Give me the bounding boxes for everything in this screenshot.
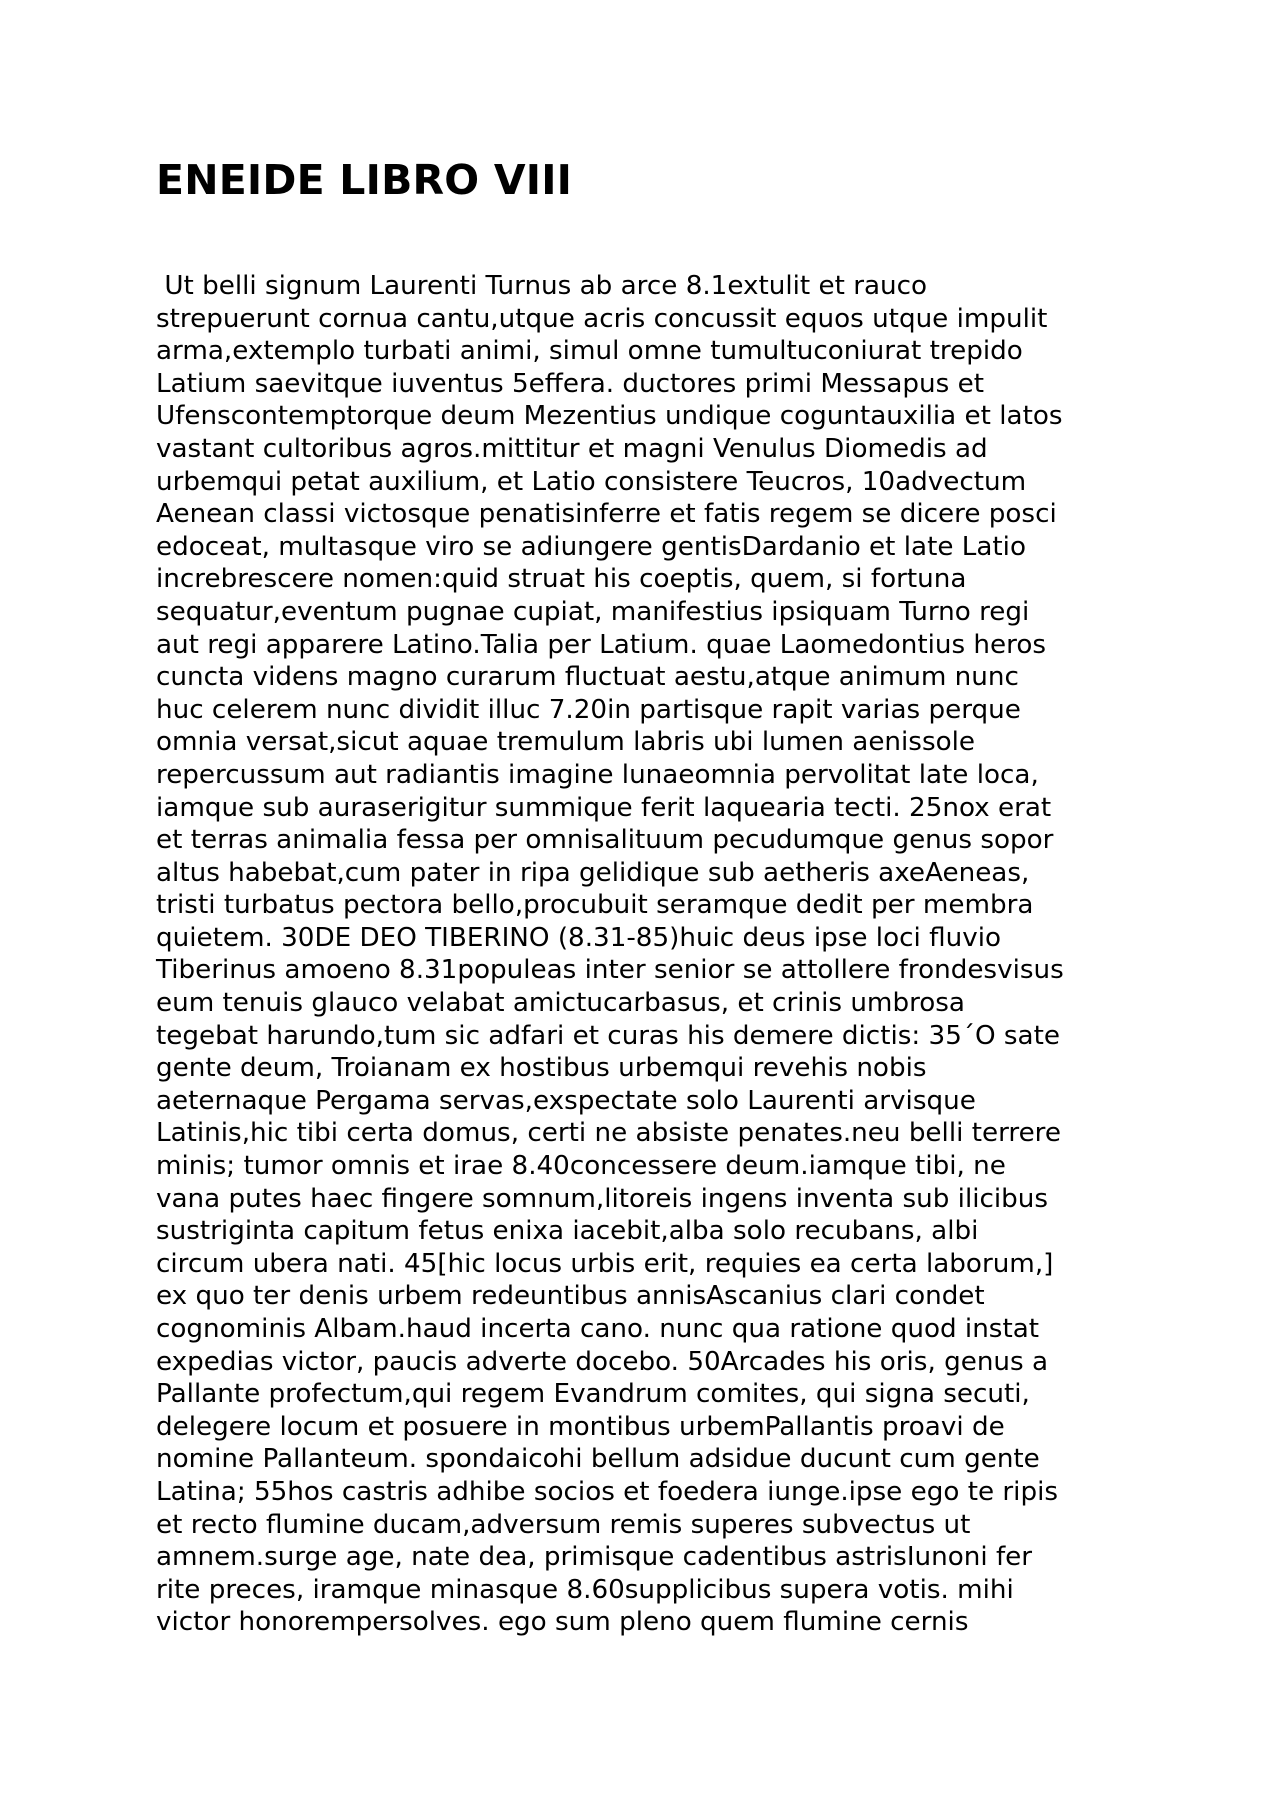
text-line: Latinis,hic tibi certa domus, certi ne absiste penates.neu belli terrere: [156, 1118, 1061, 1149]
text-line: sequatur,eventum pugnae cupiat, manifestius ipsiquam Turno regi: [156, 596, 1030, 627]
text-line: huc celerem nunc dividit illuc 7.20in partisque rapit varias perque: [156, 694, 1021, 725]
text-line: urbemqui petat auxilium, et Latio consistere Teucros, 10advectum: [156, 466, 1027, 497]
text-line: Pallante profectum,qui regem Evandrum comites, qui signa secuti,: [156, 1379, 1030, 1410]
text-line: tegebat harundo,tum sic adfari et curas his demere dictis: 35´O sate: [156, 1020, 1060, 1051]
text-line: eum tenuis glauco velabat amictucarbasus, et crinis umbrosa: [156, 988, 965, 1019]
text-line: aut regi apparere Latino.Talia per Latium. quae Laomedontius heros: [156, 629, 1046, 660]
text-line: gente deum, Troianam ex hostibus urbemqui revehis nobis: [156, 1053, 927, 1084]
text-line: Ut belli signum Laurenti Turnus ab arce 8.1extulit et rauco: [156, 271, 928, 301]
text-line: expedias victor, paucis adverte docebo. 50Arcades his oris, genus a: [156, 1346, 1049, 1377]
text-line: delegere locum et posuere in montibus urbemPallantis proavi de: [156, 1411, 1005, 1442]
text-line: Latium saevitque iuventus 5effera. ductores primi Messapus et: [156, 368, 984, 399]
text-line: omnia versat,sicut aquae tremulum labris ubi lumen aenissole: [156, 727, 975, 758]
text-line: vana putes haec fingere somnum,litoreis ingens inventa sub ilicibus: [156, 1183, 1049, 1214]
text-line: Ufenscontemptorque deum Mezentius undique coguntauxilia et latos: [156, 401, 1063, 432]
text-line: quietem. 30DE DEO TIBERINO (8.31-85)huic deus ipse loci fluvio: [156, 922, 1001, 953]
text-line: minis; tumor omnis et irae 8.40concessere deum.iamque tibi, ne: [156, 1151, 1006, 1182]
body-text: [156, 270, 1156, 1639]
text-line: repercussum aut radiantis imagine lunaeomnia pervolitat late loca,: [156, 759, 1039, 790]
text-line: nomine Pallanteum. spondaicohi bellum adsidue ducunt cum gente: [156, 1444, 1040, 1475]
text-line: rite preces, iramque minasque 8.60supplicibus supera votis. mihi: [156, 1574, 1014, 1605]
text-line: tristi turbatus pectora bello,procubuit seramque dedit per membra: [156, 890, 1034, 921]
text-line: increbrescere nomen:quid struat his coeptis, quem, si fortuna: [156, 564, 967, 595]
text-line: cuncta videns magno curarum fluctuat aestu,atque animum nunc: [156, 662, 1019, 693]
text-line: Tiberinus amoeno 8.31populeas inter senior se attollere frondesvisus: [156, 955, 1064, 986]
text-line: vastant cultoribus agros.mittitur et magni Venulus Diomedis ad: [156, 433, 988, 464]
text-line: victor honorempersolves. ego sum pleno quem flumine cernis: [156, 1607, 969, 1638]
text-line: altus habebat,cum pater in ripa gelidique sub aetheris axeAeneas,: [156, 857, 1030, 888]
text-line: iamque sub auraserigitur summique ferit laquearia tecti. 25nox erat: [156, 792, 1052, 823]
text-line: Aenean classi victosque penatisinferre et fatis regem se dicere posci: [156, 499, 1057, 530]
text-line: Latina; 55hos castris adhibe socios et foedera iunge.ipse ego te ripis: [156, 1476, 1058, 1507]
page-title: ENEIDE LIBRO VIII: [156, 156, 573, 204]
text-line: arma,extemplo turbati animi, simul omne tumultuconiurat trepido: [156, 336, 1023, 367]
text-line: et recto flumine ducam,adversum remis superes subvectus ut: [156, 1509, 971, 1540]
text-line: cognominis Albam.haud incerta cano. nunc qua ratione quod instat: [156, 1314, 1040, 1344]
text-line: strepuerunt cornua cantu,utque acris concussit equos utque impulit: [156, 303, 1048, 334]
text-line: aeternaque Pergama servas,exspectate solo Laurenti arvisque: [156, 1085, 976, 1116]
text-line: ex quo ter denis urbem redeuntibus annisAscanius clari condet: [156, 1281, 985, 1312]
text-line: circum ubera nati. 45[hic locus urbis erit, requies ea certa laborum,]: [156, 1248, 1054, 1279]
text-line: sustriginta capitum fetus enixa iacebit,alba solo recubans, albi: [156, 1216, 979, 1247]
text-line: amnem.surge age, nate dea, primisque cadentibus astrisIunoni fer: [156, 1542, 1033, 1573]
text-line: edoceat, multasque viro se adiungere gentisDardanio et late Latio: [156, 531, 1026, 562]
text-line: et terras animalia fessa per omnisalituum pecudumque genus sopor: [156, 825, 1054, 856]
